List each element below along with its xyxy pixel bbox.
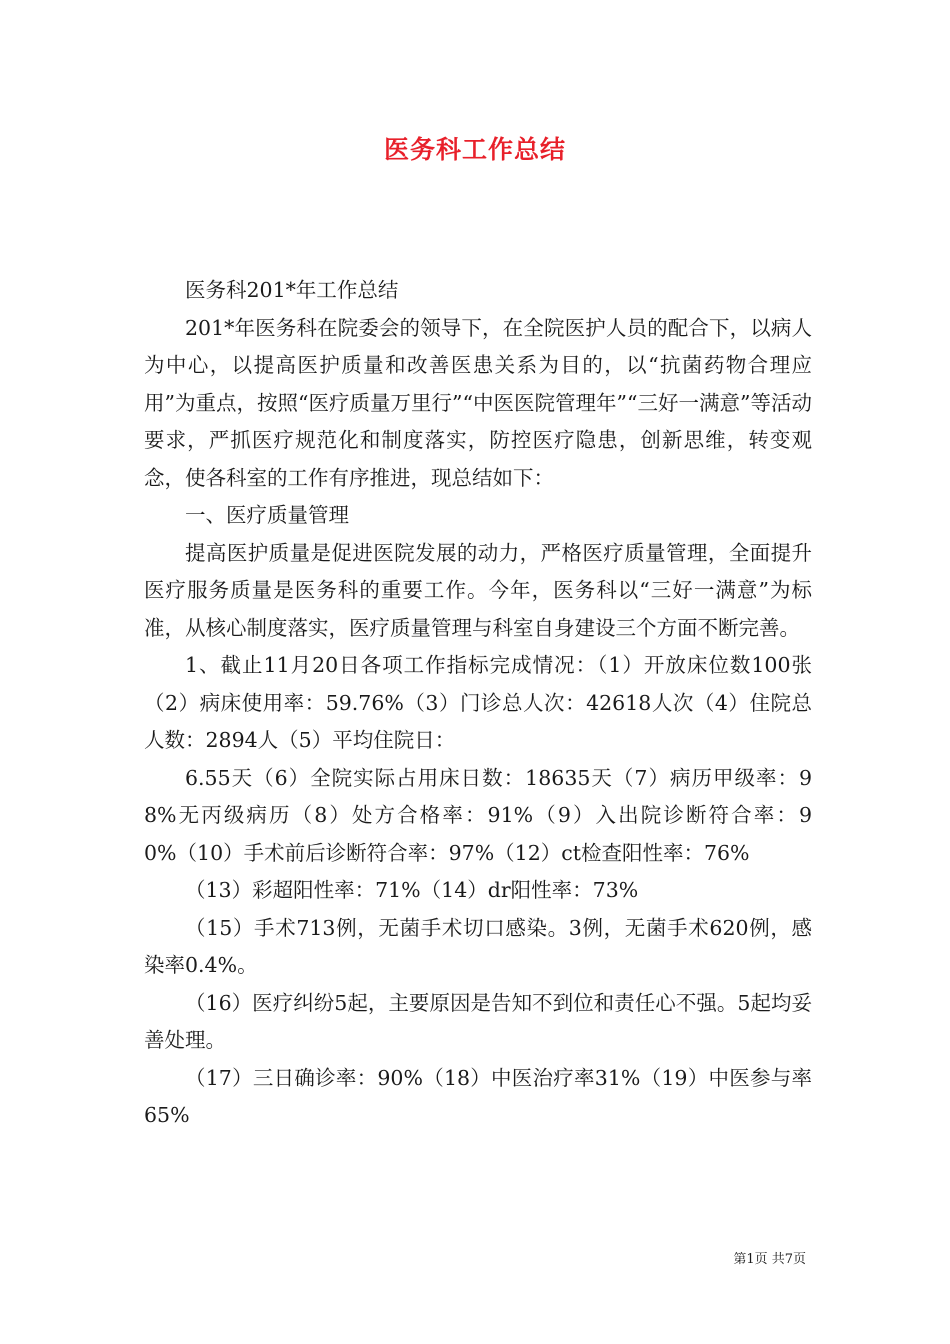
document-title: 医务科工作总结: [383, 135, 566, 164]
paragraph-quality: 提高医护质量是促进医院发展的动力，严格医疗质量管理，全面提升医疗服务质量是医务科的重要工作。今年，医务科以“三好一满意”为标准，从核心制度落实，医疗质量管理与科室自身建设三个方面不断完善。: [144, 540, 812, 640]
paragraph-indicators: 1、截止11月20日各项工作指标完成情况：（1）开放床位数100张（2）病床使用率：59.76%（3）门诊总人次：42618人次（4）住院总人数：2894人（5）平均住院日：: [144, 653, 812, 752]
paragraph-indicators-continued: 6.55天（6）全院实际占用床日数：18635天（7）病历甲级率：98%无丙级病历（8）处方合格率：91%（9）入出院诊断符合率：90%（10）手术前后诊断符合率：97%（12）ct检查阳性率：76%: [144, 765, 812, 865]
paragraph-surgery: （15）手术713例，无菌手术切口感染。3例，无菌手术620例，感染率0.4%。: [144, 915, 812, 977]
paragraph-heading: 医务科201*年工作总结: [185, 278, 399, 302]
document-body: [144, 272, 812, 1135]
page-number: 第1页 共7页: [733, 1252, 806, 1267]
paragraph-intro: 201*年医务科在院委会的领导下，在全院医护人员的配合下，以病人为中心，以提高医护质量和改善医患关系为目的，以“抗菌药物合理应用”为重点，按照“医疗质量万里行”“中医医院管理年”“三好一满意”等活动要求，严抓医疗规范化和制度落实，防控医疗隐患，创新思维，转变观念，使各科室的工作有序推进，现总结如下：: [144, 315, 812, 490]
paragraph-tcm-rates: （17）三日确诊率：90%（18）中医治疗率31%（19）中医参与率65%: [144, 1065, 812, 1127]
paragraph-disputes: （16）医疗纠纷5起，主要原因是告知不到位和责任心不强。5起均妥善处理。: [144, 990, 812, 1052]
section-heading: 一、医疗质量管理: [185, 503, 349, 527]
paragraph-imaging-rates: （13）彩超阳性率：71%（14）dr阳性率：73%: [185, 878, 639, 902]
